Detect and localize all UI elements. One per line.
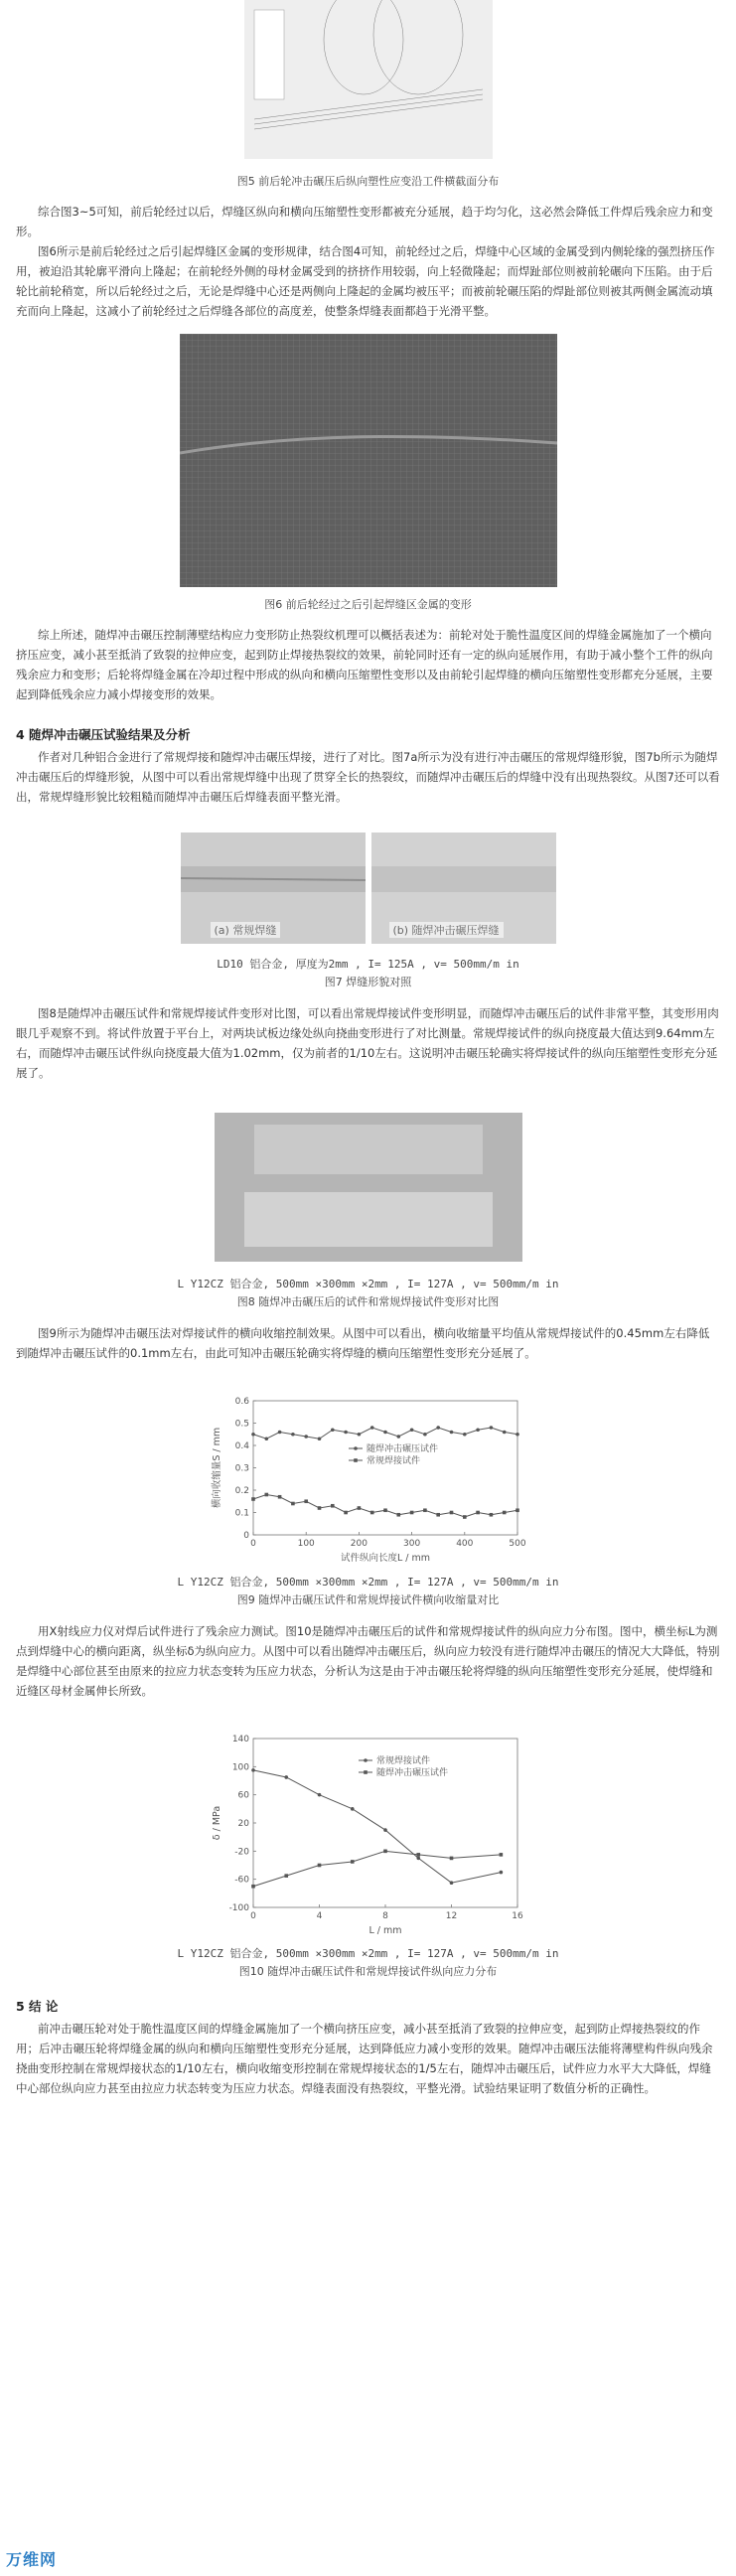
x-tick-label: 16 [511, 1911, 523, 1921]
x-tick-label: 500 [508, 1539, 526, 1549]
data-point [264, 1493, 268, 1497]
data-point [502, 1511, 506, 1515]
figure-10-condition: L Y12CZ 铝合金, 500mm ×300mm ×2mm , I= 127A , v= 500mm/m in [177, 1947, 559, 1960]
data-point [436, 1513, 440, 1517]
figure-8 [215, 1113, 522, 1262]
data-point [369, 1426, 373, 1430]
data-point [264, 1437, 268, 1440]
figure-8-image [215, 1113, 522, 1262]
legend-marker [354, 1458, 358, 1462]
data-point [463, 1433, 467, 1437]
y-tick-label: -60 [233, 1875, 249, 1886]
y-tick-label: 0.5 [234, 1419, 249, 1430]
figure-8-caption: 图8 随焊冲击碾压后的试件和常规焊接试件变形对比图 [236, 1295, 500, 1308]
y-axis-label: 横向收缩量S / mm [211, 1427, 222, 1509]
figure-5-wrap [0, 0, 736, 159]
x-axis-label: 试件纵向长度L / mm [340, 1553, 430, 1564]
y-tick-label: 0.1 [234, 1508, 249, 1519]
y-axis-label: δ / MPa [211, 1805, 222, 1841]
data-point [369, 1511, 373, 1515]
x-tick-label: 0 [249, 1539, 256, 1549]
data-point [304, 1435, 308, 1439]
figure-6 [180, 334, 557, 587]
data-point [476, 1428, 480, 1432]
y-tick-label: 100 [231, 1762, 249, 1773]
section-5-heading: 5 结 论 [16, 1999, 59, 2014]
data-point [317, 1437, 321, 1440]
data-point [383, 1508, 387, 1512]
legend-label: 随焊冲击碾压试件 [375, 1768, 448, 1778]
figure-5-image [244, 0, 493, 159]
legend-label: 随焊冲击碾压试件 [366, 1444, 438, 1454]
data-point [344, 1511, 348, 1515]
data-point [499, 1871, 503, 1875]
data-point [251, 1497, 255, 1501]
data-point [331, 1504, 335, 1508]
figure-8-wrap [0, 1113, 736, 1262]
figure-5-caption: 图5 前后轮冲击碾压后纵向塑性应变沿工件横截面分布 [236, 175, 500, 188]
paragraph-7: 用X射线应力仪对焊后试件进行了残余应力测试。图10是随焊冲击碾压后的试件和常规焊接试件的纵向应力分布图。图中，横坐标L为测点到焊缝中心的横向距离，纵坐标δ为纵向应力。从图中可以看出随焊冲击碾压后，纵向应力较没有进行随焊冲击碾压的情况大大降低，特别是焊缝中心部位甚至由原来的拉应力状态变转为压应力状态，分析认为这是由于冲击碾压轮将焊缝的纵向压缩塑性变形充分延展，使焊缝和近缝区母材金属伸长所致。 [16, 1624, 720, 1698]
data-point [499, 1853, 503, 1857]
figure-10-wrap [0, 1729, 736, 1937]
figure-8-condition: L Y12CZ 铝合金, 500mm ×300mm ×2mm , I= 127A , v= 500mm/m in [177, 1278, 559, 1290]
site-watermark: 万维网 [6, 2550, 58, 2569]
figure-10-caption: 图10 随焊冲击碾压试件和常规焊接试件纵向应力分布 [238, 1965, 498, 1978]
figure-7 [181, 833, 556, 944]
data-point [383, 1850, 387, 1854]
data-point [416, 1853, 420, 1857]
x-tick-label: 200 [350, 1539, 368, 1549]
y-tick-label: 20 [237, 1819, 249, 1829]
data-point [436, 1426, 440, 1430]
data-point [489, 1426, 493, 1430]
data-point [317, 1864, 321, 1868]
data-point [350, 1860, 354, 1864]
figure-7b-label: (b) 随焊冲击碾压焊缝 [389, 922, 504, 938]
x-tick-label: 100 [297, 1539, 315, 1549]
x-tick-label: 12 [445, 1911, 457, 1921]
y-tick-label: 0.6 [234, 1397, 249, 1407]
x-tick-label: 400 [455, 1539, 473, 1549]
figure-9-caption: 图9 随焊冲击碾压试件和常规焊接试件横向收缩量对比 [236, 1593, 500, 1606]
x-tick-label: 0 [249, 1911, 256, 1921]
paragraph-4: 作者对几种铝合金进行了常规焊接和随焊冲击碾压焊接，进行了对比。图7a所示为没有进行冲击碾压的常规焊缝形貌，图7b所示为随焊冲击碾压后的焊缝形貌，从图中可以看出常规焊缝中出现了贯穿全长的热裂纹，而随焊冲击碾压后的焊缝中没有出现热裂纹。从图7还可以看出，常规焊缝形貌比较粗糙而随焊冲击碾压后焊缝表面平整光滑。 [16, 750, 720, 804]
data-point [331, 1428, 335, 1432]
data-point [251, 1433, 255, 1437]
data-point [409, 1511, 413, 1515]
data-point [277, 1495, 281, 1499]
data-point [449, 1881, 453, 1885]
y-tick-label: 0.4 [234, 1441, 249, 1451]
data-point [357, 1506, 361, 1510]
figure-7-caption: 图7 焊缝形貌对照 [324, 976, 412, 988]
data-point [357, 1433, 361, 1437]
legend-marker [354, 1446, 358, 1450]
figure-7b [371, 833, 556, 944]
figure-9-chart [210, 1391, 527, 1565]
figure-6-wrap [0, 334, 736, 587]
paragraph-8: 前冲击碾压轮对处于脆性温度区间的焊缝金属施加了一个横向挤压应变，减小甚至抵消了致裂的拉伸应变，起到防止焊接热裂纹的作用；后冲击碾压轮将焊缝金属的纵向和横向压缩塑性变形充分延展，达到降低应力减小变形的效果。随焊冲击碾压法能将薄壁构件纵向残余挠曲变形控制在常规焊接状态的1/10左右，横向收缩变形控制在常规焊接状态的1/5左右，随焊冲击碾压后，试件应力水平大大降低，焊缝中心部位纵向应力甚至由拉应力状态转变为压应力状态。焊缝表面没有热裂纹，平整光滑。试验结果证明了数值分析的正确性。 [16, 2022, 713, 2095]
data-point [251, 1768, 255, 1772]
figure-6-caption: 图6 前后轮经过之后引起焊缝区金属的变形 [264, 598, 472, 611]
y-tick-label: 0 [242, 1531, 249, 1541]
figure-10-chart [210, 1729, 527, 1937]
series-line-2 [253, 1851, 501, 1886]
paragraph-5: 图8是随焊冲击碾压试件和常规焊接试件变形对比图，可以看出常规焊接试件变形明显，而随焊冲击碾压后的试件非常平整，其变形用肉眼几乎观察不到。将试件放置于平台上，对两块试板边缘处纵向挠曲变形进行了对比测量。常规焊接试件的纵向挠度最大值达到9.64mm左右，而随焊冲击碾压试件纵向挠度最大值为1.02mm，仅为前者的1/10左右。这说明冲击碾压轮确实将焊接试件的纵向压缩塑性变形充分延展了。 [16, 1006, 719, 1080]
figure-7a-label: (a) 常规焊缝 [211, 922, 281, 938]
figure-9-condition: L Y12CZ 铝合金, 500mm ×300mm ×2mm , I= 127A , v= 500mm/m in [177, 1576, 559, 1589]
paragraph-3: 综上所述，随焊冲击碾压控制薄壁结构应力变形防止热裂纹机理可以概括表述为：前轮对处于脆性温度区间的焊缝金属施加了一个横向挤压应变，减小甚至抵消了致裂的拉伸应变，起到防止焊接热裂纹的效果，前轮同时还有一定的纵向延展作用，有助于减小整个工件的纵向残余应力和变形；后轮将焊缝金属在冷却过程中形成的纵向和横向压缩塑性变形以及由前轮引起焊缝的横向压缩塑性变形都充分延展，主要起到降低残余应力减小焊接变形的效果。 [16, 628, 713, 701]
data-point [350, 1807, 354, 1811]
data-point [463, 1515, 467, 1519]
data-point [396, 1435, 400, 1439]
data-point [284, 1775, 288, 1779]
data-point [251, 1885, 255, 1889]
data-point [291, 1433, 295, 1437]
y-tick-label: 60 [237, 1790, 249, 1801]
data-point [515, 1508, 519, 1512]
paragraph-6: 图9所示为随焊冲击碾压法对焊接试件的横向收缩控制效果。从图中可以看出，横向收缩量平均值从常规焊接试件的0.45mm左右降低到随焊冲击碾压试件的0.1mm左右，由此可知冲击碾压轮确实将焊缝的横向压缩塑性变形充分延展了。 [16, 1326, 710, 1360]
plot-frame [253, 1401, 517, 1535]
data-point [383, 1431, 387, 1435]
data-point [423, 1508, 427, 1512]
y-tick-label: 0.2 [234, 1486, 249, 1496]
y-tick-label: -20 [233, 1847, 249, 1858]
data-point [502, 1431, 506, 1435]
x-tick-label: 300 [402, 1539, 420, 1549]
legend-label: 常规焊接试件 [375, 1756, 430, 1766]
data-point [416, 1857, 420, 1861]
data-point [449, 1511, 453, 1515]
x-tick-label: 8 [381, 1911, 388, 1921]
data-point [383, 1828, 387, 1832]
y-tick-label: -100 [228, 1903, 249, 1913]
data-point [291, 1502, 295, 1506]
paragraph-2: 图6所示是前后轮经过之后引起焊缝区金属的变形规律，结合图4可知，前轮经过之后，焊缝中心区域的金属受到内侧轮缘的强烈挤压作用，被迫沿其轮廓平滑向上隆起；在前轮经外侧的母材金属受到的挤挤作用较弱，向上轻微隆起；而焊趾部位则被前轮碾向下压陷。由于后轮比前轮稍宽，所以后轮经过之后，无论是焊缝中心还是两侧向上隆起的金属均被压平；而被前轮碾压陷的焊趾部位则被其两侧金属流动填充而向上隆起，这减小了前轮经过之后焊缝各部位的高度差，使整条焊缝表面都趋于光滑平整。 [16, 244, 715, 318]
data-point [317, 1506, 321, 1510]
figure-5 [244, 0, 493, 159]
figure-9-wrap [0, 1391, 736, 1565]
data-point [277, 1431, 281, 1435]
data-point [284, 1874, 288, 1878]
data-point [423, 1433, 427, 1437]
data-point [317, 1793, 321, 1797]
legend-marker [364, 1758, 368, 1762]
data-point [449, 1857, 453, 1861]
paragraph-1: 综合图3~5可知，前后轮经过以后，焊缝区纵向和横向压缩塑性变形都被充分延展，趋于均匀化，这必然会降低工件焊后残余应力和变形。 [16, 205, 713, 238]
data-point [396, 1513, 400, 1517]
section-4-heading: 4 随焊冲击碾压试验结果及分析 [16, 727, 191, 742]
y-tick-label: 0.3 [234, 1463, 249, 1474]
figure-7-condition: LD10 铝合金, 厚度为2mm , I= 125A , v= 500mm/m in [217, 958, 519, 971]
figure-7a [181, 833, 366, 944]
x-tick-label: 4 [316, 1911, 322, 1921]
figure-7-wrap [0, 833, 736, 944]
figure-6-image [180, 334, 557, 587]
data-point [489, 1513, 493, 1517]
data-point [304, 1499, 308, 1503]
data-point [476, 1511, 480, 1515]
data-point [515, 1433, 519, 1437]
data-point [449, 1431, 453, 1435]
y-tick-label: 140 [231, 1735, 249, 1744]
data-point [344, 1431, 348, 1435]
x-axis-label: L / mm [368, 1925, 402, 1936]
legend-marker [364, 1770, 368, 1774]
data-point [409, 1428, 413, 1432]
series-line-1 [253, 1770, 501, 1883]
legend-label: 常规焊接试件 [366, 1456, 420, 1466]
